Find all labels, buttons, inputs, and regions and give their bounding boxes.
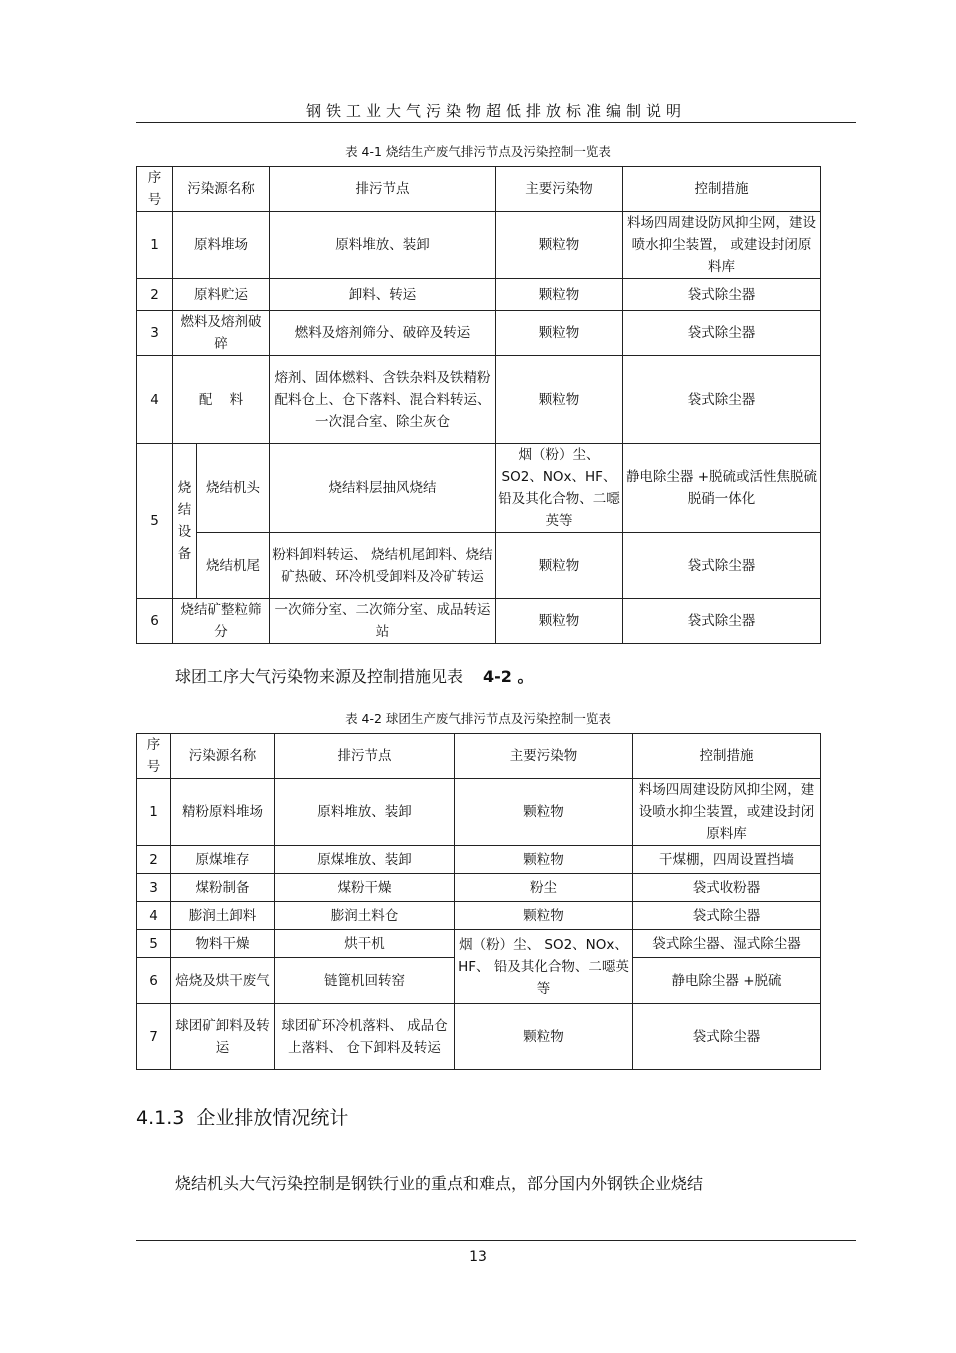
source-cell: 精粉原料堆场 (171, 779, 275, 846)
node-cell: 燃料及熔剂筛分、破碎及转运 (270, 311, 496, 356)
pollutant-cell: 颗粒物 (455, 779, 633, 846)
control-cell: 静电除尘器 +脱硫 (633, 958, 821, 1004)
source-cell: 烧结矿整粒筛分 (173, 599, 270, 644)
table-row (137, 533, 821, 599)
control-cell: 料场四周建设防风抑尘网，建设喷水抑尘装置，或建设封闭原料库 (633, 779, 821, 846)
table2-caption: 表 4-2 球团生产废气排污节点及污染控制一览表 (345, 711, 611, 726)
row-number: 3 (137, 311, 173, 356)
pollutant-cell: 颗粒物 (455, 1004, 633, 1070)
row-number: 3 (137, 874, 171, 902)
section-heading (136, 1103, 348, 1130)
control-cell: 袋式除尘器 (623, 279, 821, 311)
header-cell: 污染源名称 (173, 167, 270, 212)
table1-caption: 表 4-1 烧结生产废气排污节点及污染控制一览表 (345, 144, 611, 159)
pollutant-cell: 粉尘 (455, 874, 633, 902)
source-cell: 膨润土卸料 (171, 902, 275, 930)
paragraph-2: 烧结机头大气污染控制是钢铁行业的重点和难点，部分国内外钢铁企业烧结 (175, 1174, 704, 1193)
source-cell: 球团矿卸料及转运 (171, 1004, 275, 1070)
row-number: 4 (137, 356, 173, 444)
pollutant-cell: 烟（粉）尘、SO2、NOx、HF、 铅及其化合物、二噁英等 (496, 444, 623, 533)
source-cell: 原料堆场 (173, 212, 270, 279)
header-cell: 主要污染物 (496, 167, 623, 212)
table-row (137, 930, 821, 958)
source-cell: 煤粉制备 (171, 874, 275, 902)
pollutant-cell: 颗粒物 (496, 533, 623, 599)
paragraph-1 (175, 664, 534, 687)
footer-divider (136, 1240, 856, 1241)
node-cell: 粉料卸料转运、 烧结机尾卸料、烧结矿热破、环冷机受卸料及冷矿转运 (270, 533, 496, 599)
control-cell: 袋式除尘器、湿式除尘器 (633, 930, 821, 958)
header-cell: 排污节点 (275, 734, 455, 779)
row-number: 7 (137, 1004, 171, 1070)
control-cell: 袋式收粉器 (633, 874, 821, 902)
table-row (137, 599, 821, 644)
row-number: 2 (137, 846, 171, 874)
table2 (136, 733, 821, 1070)
header-cell: 控制措施 (623, 167, 821, 212)
table-row (137, 874, 821, 902)
pollutant-cell: 颗粒物 (455, 846, 633, 874)
source-cell: 原煤堆存 (171, 846, 275, 874)
header-cell: 主要污染物 (455, 734, 633, 779)
node-cell: 原料堆放、装卸 (275, 779, 455, 846)
source-cell: 物料干燥 (171, 930, 275, 958)
source-cell: 焙烧及烘干废气 (171, 958, 275, 1004)
header-cell: 污染源名称 (171, 734, 275, 779)
table-row (137, 212, 821, 279)
source-cell: 烧结机尾 (197, 533, 270, 599)
pollutant-cell: 烟（粉）尘、 SO2、NOx、HF、 铅及其化合物、二噁英等 (455, 930, 633, 1004)
group-cell: 烧结设备 (173, 444, 197, 599)
control-cell: 袋式除尘器 (633, 902, 821, 930)
control-cell: 干煤棚，四周设置挡墙 (633, 846, 821, 874)
table-reference: 4-2 。 (483, 667, 534, 686)
table-row (137, 902, 821, 930)
source-cell: 燃料及熔剂破碎 (173, 311, 270, 356)
node-cell: 原煤堆放、装卸 (275, 846, 455, 874)
header-cell: 序号 (137, 167, 173, 212)
control-cell: 袋式除尘器 (623, 533, 821, 599)
control-cell: 袋式除尘器 (623, 356, 821, 444)
source-cell: 配 料 (173, 356, 270, 444)
row-number: 2 (137, 279, 173, 311)
table-row (137, 356, 821, 444)
node-cell: 一次筛分室、二次筛分室、成品转运站 (270, 599, 496, 644)
row-number: 1 (137, 212, 173, 279)
table-row (137, 311, 821, 356)
pollutant-cell: 颗粒物 (496, 599, 623, 644)
control-cell: 袋式除尘器 (633, 1004, 821, 1070)
pollutant-cell: 颗粒物 (455, 902, 633, 930)
paragraph-text: 球团工序大气污染物来源及控制措施见表 (175, 667, 464, 686)
pollutant-cell: 颗粒物 (496, 212, 623, 279)
table-row (137, 444, 821, 533)
table-row (137, 846, 821, 874)
control-cell: 料场四周建设防风抑尘网，建设喷水抑尘装置， 或建设封闭原料库 (623, 212, 821, 279)
table2-header-row (137, 734, 821, 779)
control-cell: 静电除尘器 +脱硫或活性焦脱硫脱硝一体化 (623, 444, 821, 533)
node-cell: 球团矿环冷机落料、 成品仓上落料、 仓下卸料及转运 (275, 1004, 455, 1070)
node-cell: 煤粉干燥 (275, 874, 455, 902)
row-number: 5 (137, 444, 173, 599)
header-divider (136, 122, 856, 123)
table-row (137, 779, 821, 846)
node-cell: 链篦机回转窑 (275, 958, 455, 1004)
header-cell: 序号 (137, 734, 171, 779)
pollutant-cell: 颗粒物 (496, 356, 623, 444)
running-header: 钢铁工业大气污染物超低排放标准编制说明 (305, 102, 686, 120)
row-number: 1 (137, 779, 171, 846)
control-cell: 袋式除尘器 (623, 599, 821, 644)
row-number: 5 (137, 930, 171, 958)
source-cell: 烧结机头 (197, 444, 270, 533)
table-row (137, 1004, 821, 1070)
table-row (137, 279, 821, 311)
table1 (136, 166, 821, 644)
node-cell: 原料堆放、装卸 (270, 212, 496, 279)
node-cell: 烧结料层抽风烧结 (270, 444, 496, 533)
section-number: 4.1.3 (136, 1107, 185, 1129)
header-cell: 控制措施 (633, 734, 821, 779)
section-title: 企业排放情况统计 (196, 1107, 349, 1129)
row-number: 4 (137, 902, 171, 930)
pollutant-cell: 颗粒物 (496, 311, 623, 356)
node-cell: 膨润土料仓 (275, 902, 455, 930)
table1-header-row (137, 167, 821, 212)
row-number: 6 (137, 958, 171, 1004)
node-cell: 熔剂、固体燃料、含铁杂料及铁精粉配料仓上、仓下落料、混合料转运、一次混合室、除尘灰仓 (270, 356, 496, 444)
page-number: 13 (469, 1249, 487, 1265)
row-number: 6 (137, 599, 173, 644)
control-cell: 袋式除尘器 (623, 311, 821, 356)
source-cell: 原料贮运 (173, 279, 270, 311)
header-cell: 排污节点 (270, 167, 496, 212)
node-cell: 卸料、转运 (270, 279, 496, 311)
pollutant-cell: 颗粒物 (496, 279, 623, 311)
node-cell: 烘干机 (275, 930, 455, 958)
